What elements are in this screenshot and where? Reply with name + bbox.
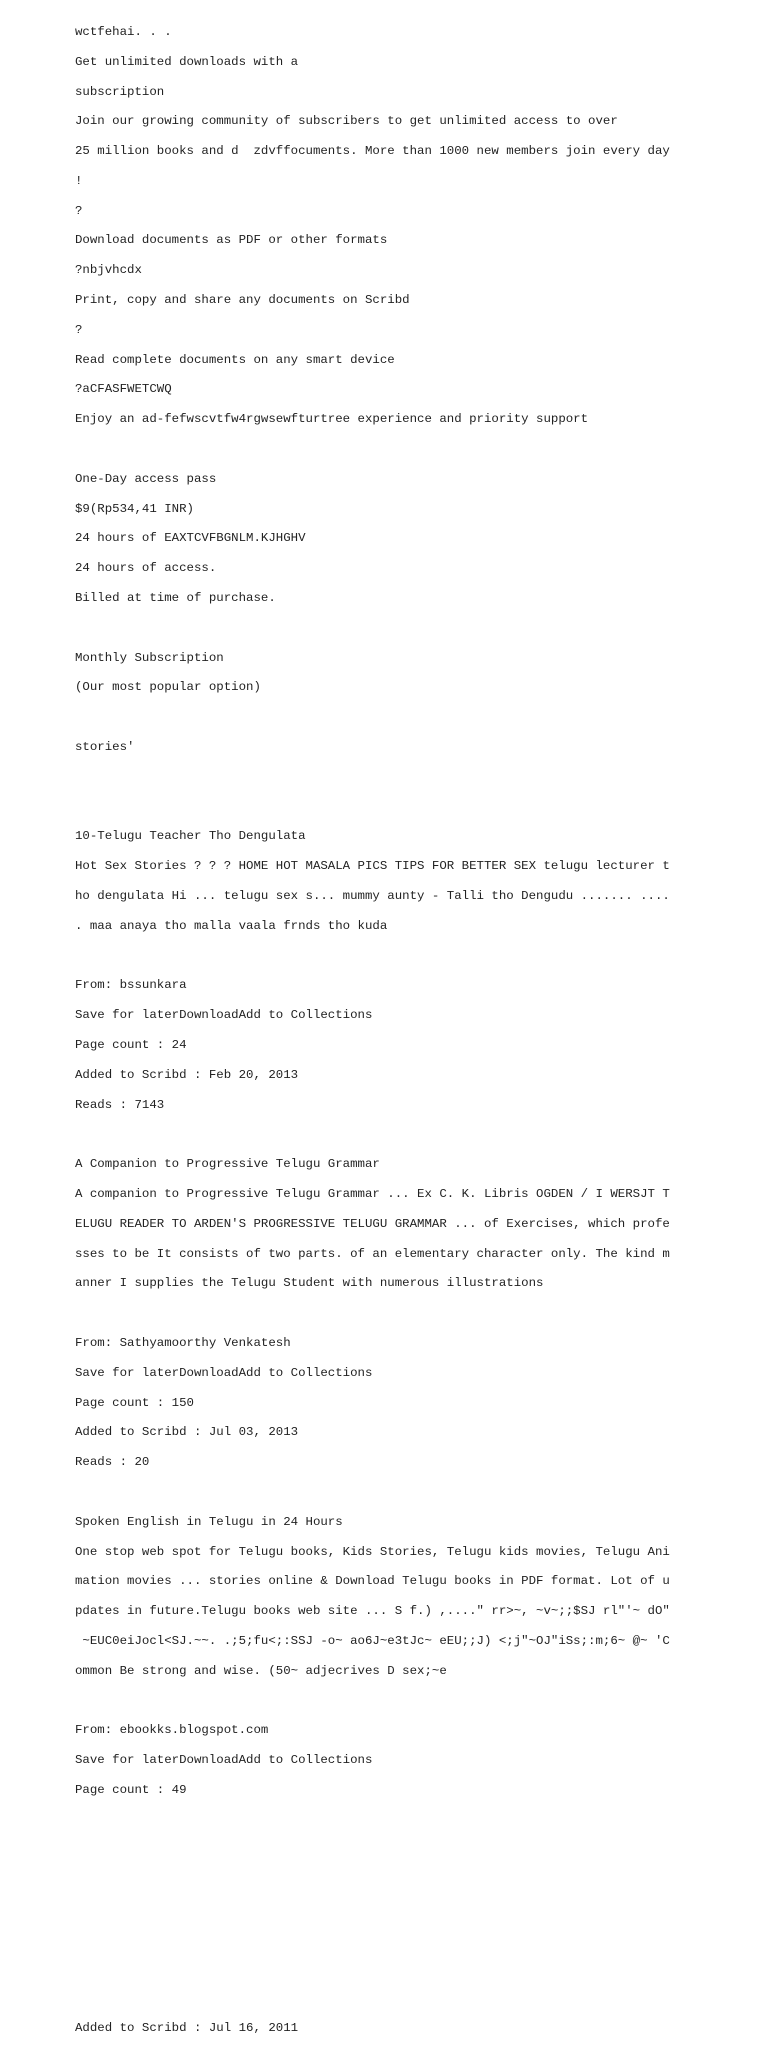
text-line	[75, 710, 685, 725]
text-line: Added to Scribd : Jul 16, 2011	[75, 2021, 299, 2036]
text-line: One-Day access pass	[75, 471, 217, 486]
text-line	[75, 1872, 685, 1887]
text-line	[75, 442, 685, 457]
text-line: pdates in future.Telugu books web site ... S f.) ,...." rr>~, ~v~;;$SJ rl"'~ dO"	[75, 1604, 670, 1619]
text-line: A Companion to Progressive Telugu Grammar	[75, 1157, 380, 1172]
text-line: Spoken English in Telugu in 24 Hours	[75, 1514, 343, 1529]
document-text	[75, 10, 685, 2048]
text-line: mation movies ... stories online & Download Telugu books in PDF format. Lot of u	[75, 1574, 670, 1589]
text-line: subscription	[75, 84, 165, 99]
text-line: From: ebookks.blogspot.com	[75, 1723, 269, 1738]
text-line: ho dengulata Hi ... telugu sex s... mummy aunty - Talli tho Dengudu ....... ....	[75, 889, 670, 904]
text-line: Save for laterDownloadAdd to Collections	[75, 1753, 373, 1768]
text-line: Read complete documents on any smart device	[75, 352, 395, 367]
text-line: Download documents as PDF or other formats	[75, 233, 388, 248]
text-line: ?nbjvhcdx	[75, 263, 142, 278]
text-line: sses to be It consists of two parts. of an elementary character only. The kind m	[75, 1246, 670, 1261]
text-line: A companion to Progressive Telugu Grammar ... Ex C. K. Libris OGDEN / I WERSJT T	[75, 1186, 670, 1201]
text-line: anner I supplies the Telugu Student with numerous illustrations	[75, 1276, 544, 1291]
text-line: ommon Be strong and wise. (50~ adjecrives D sex;~e	[75, 1663, 447, 1678]
text-line	[75, 1694, 685, 1709]
text-line: Reads : 20	[75, 1455, 150, 1470]
text-line: From: bssunkara	[75, 978, 187, 993]
text-line: ?	[75, 322, 83, 337]
text-line: Monthly Subscription	[75, 650, 224, 665]
text-line	[75, 1306, 685, 1321]
text-line: Hot Sex Stories ? ? ? HOME HOT MASALA PICS TIPS FOR BETTER SEX telugu lecturer t	[75, 859, 670, 874]
text-line	[75, 949, 685, 964]
text-line: (Our most popular option)	[75, 680, 261, 695]
text-line: Join our growing community of subscribers to get unlimited access to over	[75, 114, 618, 129]
text-line: 25 million books and d zdvffocuments. More than 1000 new members join every day	[75, 144, 670, 159]
text-line: 10-Telugu Teacher Tho Dengulata	[75, 829, 306, 844]
text-line: Print, copy and share any documents on Scribd	[75, 293, 410, 308]
text-line: !	[75, 173, 83, 188]
text-line: . maa anaya tho malla vaala frnds tho kuda	[75, 918, 388, 933]
text-line	[75, 1843, 685, 1858]
text-line: stories'	[75, 740, 135, 755]
text-line	[75, 1485, 685, 1500]
text-line	[75, 1813, 685, 1828]
text-line: Reads : 7143	[75, 1097, 165, 1112]
text-line	[75, 621, 685, 636]
text-line: Added to Scribd : Feb 20, 2013	[75, 1067, 299, 1082]
text-line: From: Sathyamoorthy Venkatesh	[75, 1335, 291, 1350]
text-line: 24 hours of access.	[75, 561, 217, 576]
text-line: wctfehai. . .	[75, 24, 172, 39]
text-line: Page count : 24	[75, 1038, 187, 1052]
text-line	[75, 1992, 685, 2007]
text-line: ~EUC0eiJocl<SJ.~~. .;5;fu<;:SSJ -o~ ao6J~e3tJc~ eEU;;J) <;j"~OJ"iSs;:m;6~ @~ 'C	[75, 1633, 670, 1648]
text-line	[75, 1902, 685, 1917]
text-line: ?aCFASFWETCWQ	[75, 382, 172, 397]
text-line: Billed at time of purchase.	[75, 591, 276, 606]
text-line: Page count : 49	[75, 1782, 187, 1797]
text-line: 24 hours of EAXTCVFBGNLM.KJHGHV	[75, 531, 306, 546]
text-line: Get unlimited downloads with a	[75, 54, 299, 69]
text-line	[75, 800, 685, 815]
text-line	[75, 1127, 685, 1142]
text-line: $9(Rp534,41 INR)	[75, 501, 194, 516]
text-line	[75, 770, 685, 785]
text-line: One stop web spot for Telugu books, Kids Stories, Telugu kids movies, Telugu Ani	[75, 1544, 670, 1559]
text-line: Save for laterDownloadAdd to Collections	[75, 1365, 373, 1380]
text-line: Save for laterDownloadAdd to Collections	[75, 1008, 373, 1023]
text-line	[75, 1932, 685, 1947]
text-line: Added to Scribd : Jul 03, 2013	[75, 1425, 299, 1440]
text-line: ELUGU READER TO ARDEN'S PROGRESSIVE TELUGU GRAMMAR ... of Exercises, which profe	[75, 1216, 670, 1231]
text-line	[75, 1962, 685, 1977]
text-line: Page count : 150	[75, 1395, 194, 1410]
text-line: Enjoy an ad-fefwscvtfw4rgwsewfturtree experience and priority support	[75, 412, 589, 427]
text-line: ?	[75, 203, 83, 218]
